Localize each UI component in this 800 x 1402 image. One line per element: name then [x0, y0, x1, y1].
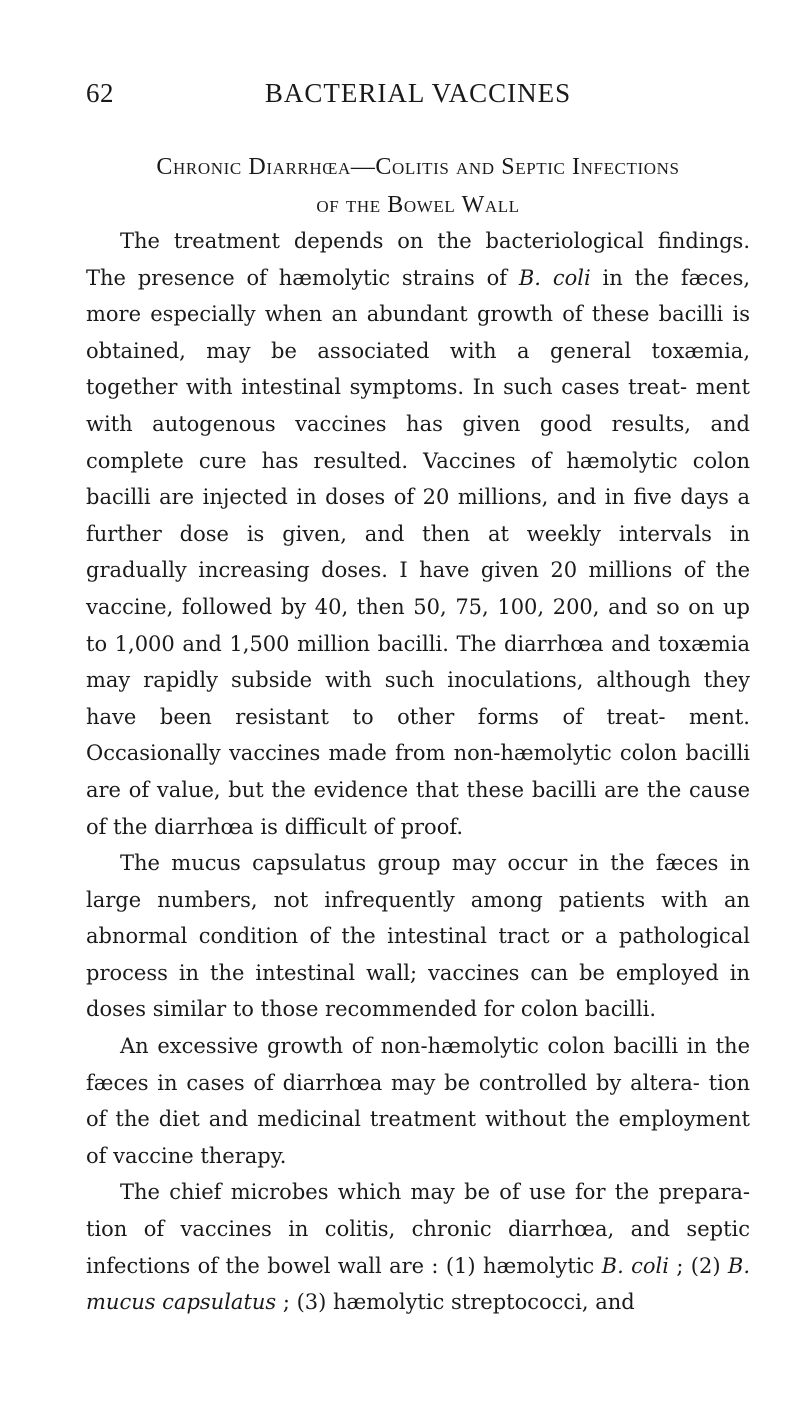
page-number: 62 [86, 78, 114, 108]
paragraph-1: The treatment depends on the bacteriological findings. The presence of hæmolytic strains of B. coli in the fæces, more especially when an abundant growth of these bacilli is obtained, may be associated with a general toxæmia, together with intestinal symptoms. In such cases treat- ment with autogenous vaccines has given good results, and complete cure has resulted. Vaccines of hæmolytic colon bacilli are injected in doses of 20 millions, and in five days a further dose is given, and then at weekly intervals in gradually increasing doses. I have given 20 millions of the vaccine, followed by 40, then 50, 75, 100, 200, and so on up to 1,000 and 1,500 million bacilli. The diarrhœa and toxæmia may rapidly subside with such inoculations, although they have been resistant to other forms of treat- ment. Occasionally vaccines made from non-hæmolytic colon bacilli are of value, but the evidence that these bacilli are the cause of the diarrhœa is difficult of proof. [86, 229, 751, 839]
paragraph-3: An excessive growth of non-hæmolytic colon bacilli in the fæces in cases of diarrhœa may be controlled by altera- tion of the diet and medicinal treatment without the employment of vaccine therapy. [86, 1034, 750, 1168]
paragraph-2: The mucus capsulatus group may occur in the fæces in large numbers, not infrequently among patients with an abnormal condition of the intestinal tract or a pathological process in the intestinal wall; vaccines can be employed in doses similar to those recommended for colon bacilli. [86, 851, 750, 1022]
section-heading [86, 148, 750, 224]
body-text [86, 223, 750, 1321]
page-header [86, 78, 750, 118]
section-heading-line-1: Chronic Diarrhœa—Colitis and Septic Infections [156, 154, 680, 180]
section-heading-line-2: of the Bowel Wall [316, 192, 520, 218]
running-title: BACTERIAL VACCINES [264, 78, 572, 108]
paragraph-4: The chief microbes which may be of use for the prepara- tion of vaccines in colitis, chronic diarrhœa, and septic infections of the bowel wall are : (1) hæmolytic B. coli ; (2) B. mucus capsulatus ; (3) hæmolytic streptococci, and [86, 1180, 750, 1315]
